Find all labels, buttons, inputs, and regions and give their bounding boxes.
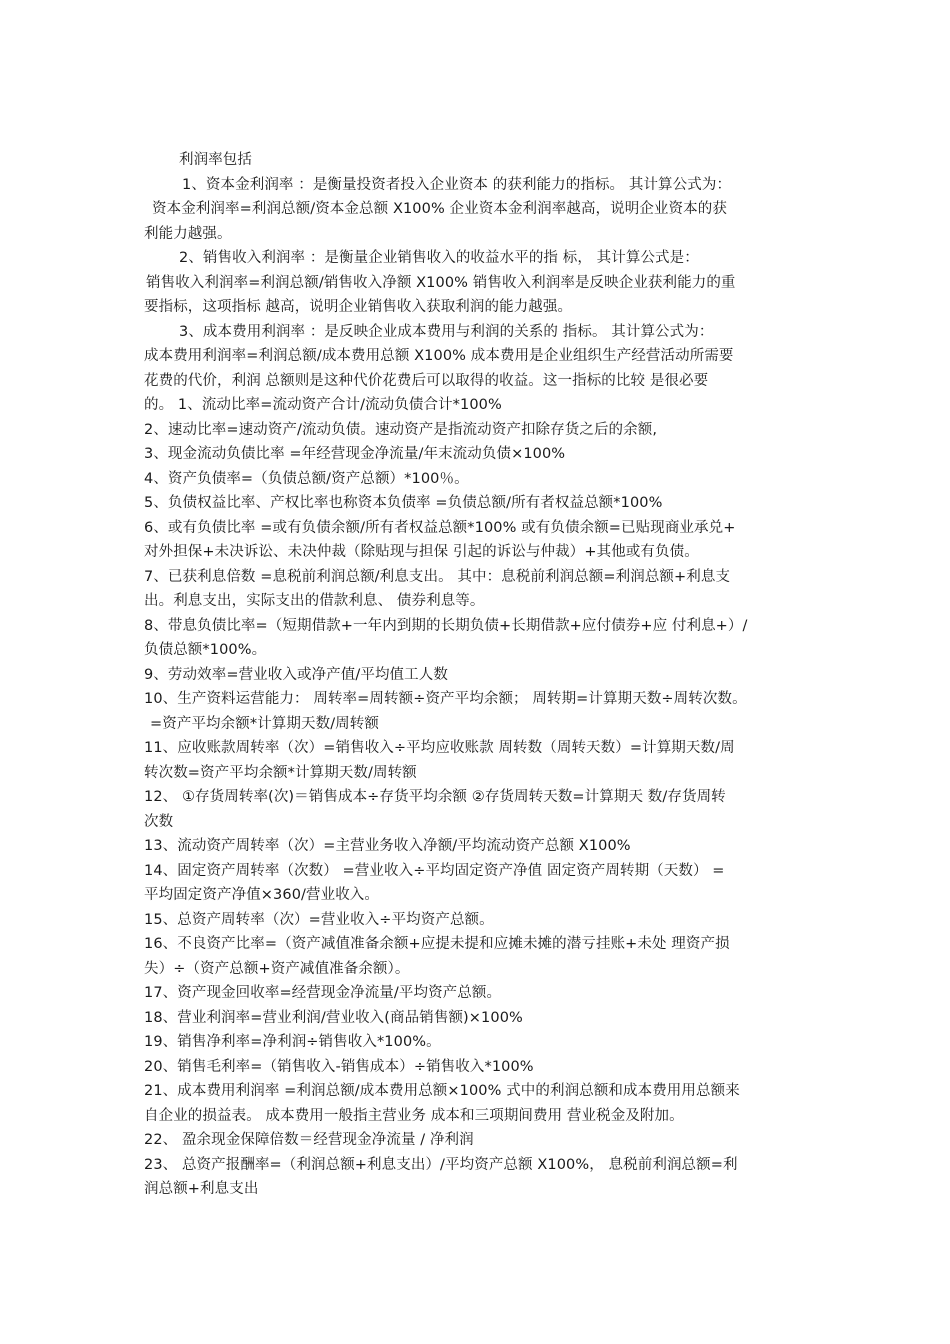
list-item: 21、成本费用利润率 =利润总额/成本费用总额×100% 式中的利润总额和成本费用用总额来 <box>144 1083 740 1099</box>
paragraph-line: 3、成本费用利润率 ：是反映企业成本费用与利润的关系的 指标。 其计算公式为： <box>179 323 714 340</box>
list-item-continuation: 平均固定资产净值×360/营业收入。 <box>144 887 380 903</box>
list-item: 8、带息负债比率=（短期借款+一年内到期的长期负债+长期借款+应付债券+应 付利息+）/ <box>144 617 748 634</box>
list-item-continuation: 负债总额*100%。 <box>144 642 267 658</box>
list-item-continuation: 失）÷（资产总额+资产减值准备余额）。 <box>144 960 410 977</box>
paragraph-line: 1、资本金利润率 ：是衡量投资者投入企业资本 的获利能力的指标。 其计算公式为： <box>182 176 732 193</box>
list-item-continuation: 转次数=资产平均余额*计算期天数/周转额 <box>144 764 417 781</box>
paragraph-line: 的。 1、流动比率=流动资产合计/流动负债合计*100% <box>144 397 502 413</box>
list-item: 3、现金流动负债比率 =年经营现金净流量/年末流动负债×100% <box>144 446 566 462</box>
list-item: 7、已获利息倍数 =息税前利润总额/利息支出。 其中：息税前利润总额=利润总额+利息支 <box>144 568 731 585</box>
list-item: 16、不良资产比率=（资产减值准备余额+应提未提和应摊未摊的潜亏挂账+未处 理资产损 <box>144 936 730 952</box>
list-item: 19、销售净利率=净利润÷销售收入*100%。 <box>144 1034 441 1050</box>
list-item-continuation: 出。利息支出，实际支出的借款利息、 债券利息等。 <box>144 593 485 609</box>
list-item: 14、固定资产周转率（次数） =营业收入÷平均固定资产净值 固定资产周转期（天数） = <box>144 862 725 879</box>
list-item: 23、 总资产报酬率=（利润总额+利息支出）/平均资产总额 X100%， 息税前利润总额=利 <box>144 1156 738 1173</box>
list-item-continuation: 对外担保+未决诉讼、未决仲裁（除贴现与担保 引起的诉讼与仲裁）+其他或有负债。 <box>144 544 699 560</box>
paragraph-line: 销售收入利润率=利润总额/销售收入净额 X100% 销售收入利润率是反映企业获利能力的重 <box>146 274 736 291</box>
paragraph-line: 资本金利润率=利润总额/资本金总额 X100% 企业资本金利润率越高，说明企业资本的获 <box>152 201 727 217</box>
paragraph-line: 花费的代价，利润 总额则是这种代价花费后可以取得的收益。这一指标的比较 是很必要 <box>144 372 709 389</box>
list-item: 13、流动资产周转率（次）=主营业务收入净额/平均流动资产总额 X100% <box>144 838 631 854</box>
list-item-continuation: 润总额+利息支出 <box>144 1181 259 1197</box>
list-item: 11、应收账款周转率（次）=销售收入÷平均应收账款 周转数（周转天数）=计算期天数/周 <box>144 740 735 756</box>
list-item: 9、劳动效率=营业收入或净产值/平均值工人数 <box>144 666 448 683</box>
list-item: 2、速动比率=速动资产/流动负债。速动资产是指流动资产扣除存货之后的余额, <box>144 421 658 438</box>
list-item: 15、总资产周转率（次）=营业收入÷平均资产总额。 <box>144 911 494 928</box>
list-item-continuation: =资产平均余额*计算期天数/周转额 <box>150 715 379 732</box>
list-item: 12、 ①存货周转率(次)＝销售成本÷存货平均余额 ②存货周转天数=计算期天 数/存货周转 <box>144 789 726 805</box>
list-item-continuation: 自企业的损益表。 成本费用一般指主营业务 成本和三项期间费用 营业税金及附加。 <box>144 1107 684 1124</box>
list-item: 6、或有负债比率 =或有负债余额/所有者权益总额*100% 或有负债余额=已贴现商业承兑+ <box>144 519 736 536</box>
paragraph-line: 成本费用利润率=利润总额/成本费用总额 X100% 成本费用是企业组织生产经营活动所需要 <box>144 348 734 364</box>
paragraph-line: 2、销售收入利润率 ：是衡量企业销售收入的收益水平的指 标， 其计算公式是： <box>179 250 699 266</box>
paragraph-line: 利能力越强。 <box>144 225 232 242</box>
paragraph-line: 要指标，这项指标 越高，说明企业销售收入获取利润的能力越强。 <box>144 299 573 315</box>
list-item: 17、资产现金回收率=经营现金净流量/平均资产总额。 <box>144 985 502 1001</box>
document-body <box>144 148 812 1202</box>
list-item: 20、销售毛利率=（销售收入-销售成本）÷销售收入*100% <box>144 1058 534 1075</box>
list-item: 4、资产负债率=（负债总额/资产总额）*100％。 <box>144 470 469 487</box>
list-item: 10、生产资料运营能力： 周转率=周转额÷资产平均余额； 周转期=计算期天数÷周转次数。 <box>144 691 747 707</box>
list-item-continuation: 次数 <box>144 813 174 830</box>
document-heading: 利润率包括 <box>179 152 252 168</box>
list-item: 22、 盈余现金保障倍数＝经营现金净流量 / 净利润 <box>144 1132 474 1148</box>
list-item: 5、负债权益比率、产权比率也称资本负债率 =负债总额/所有者权益总额*100% <box>144 495 663 511</box>
list-item: 18、营业利润率=营业利润/营业收入(商品销售额)×100% <box>144 1009 523 1026</box>
